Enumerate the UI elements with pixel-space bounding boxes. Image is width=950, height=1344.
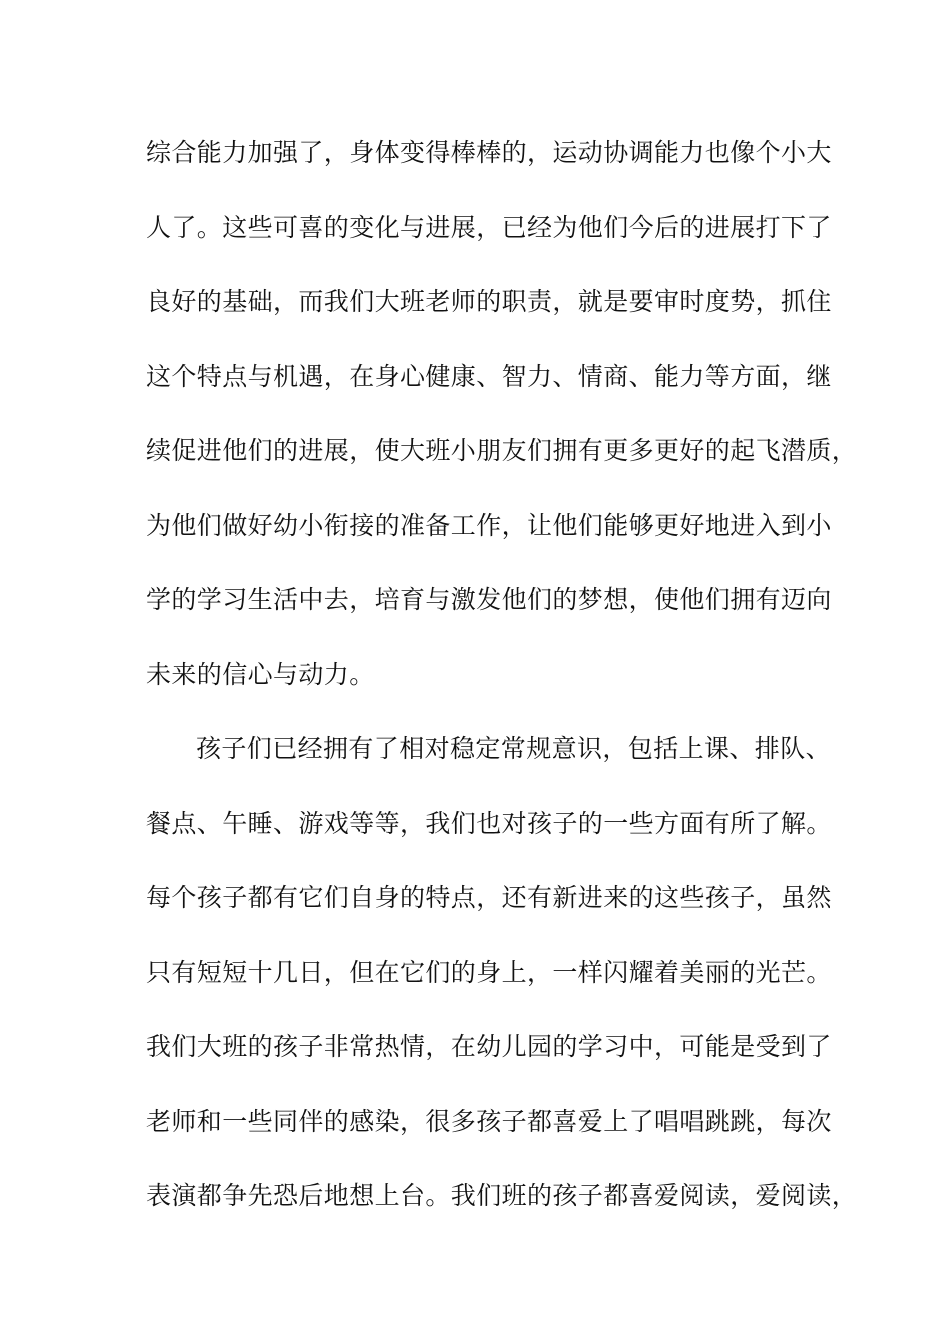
paragraph-2-line-3: 每个孩子都有它们自身的特点，还有新进来的这些孩子，虽然	[146, 883, 832, 912]
paragraph-2-line-5: 我们大班的孩子非常热情，在幼儿园的学习中，可能是受到了	[146, 1032, 832, 1061]
paragraph-2-line-6: 老师和一些同伴的感染，很多孩子都喜爱上了唱唱跳跳，每次	[146, 1106, 832, 1136]
paragraph-1-line-1: 综合能力加强了，身体变得棒棒的，运动协调能力也像个小大	[146, 138, 832, 167]
paragraph-1-line-2: 人了。这些可喜的变化与进展，已经为他们今后的进展打下了	[146, 212, 832, 242]
paragraph-1-line-8: 未来的信心与动力。	[146, 659, 375, 689]
paragraph-2-line-2: 餐点、午睡、游戏等等，我们也对孩子的一些方面有所了解。	[146, 808, 832, 838]
paragraph-1-line-5: 续促进他们的进展，使大班小朋友们拥有更多更好的起飞潜质，	[146, 436, 858, 465]
document-body	[146, 128, 858, 1246]
paragraph-2-line-1: 孩子们已经拥有了相对稳定常规意识，包括上课、排队、	[196, 734, 832, 763]
paragraph-1-line-6: 为他们做好幼小衔接的准备工作，让他们能够更好地进入到小	[146, 510, 832, 540]
paragraph-1-line-3: 良好的基础，而我们大班老师的职责，就是要审时度势，抓住	[146, 287, 832, 316]
paragraph-2-line-7: 表演都争先恐后地想上台。我们班的孩子都喜爱阅读，爱阅读，	[146, 1181, 858, 1210]
paragraph-1-line-7: 学的学习生活中去，培育与激发他们的梦想，使他们拥有迈向	[146, 585, 832, 614]
paragraph-1-line-4: 这个特点与机遇，在身心健康、智力、情商、能力等方面，继	[146, 361, 832, 391]
paragraph-2-line-4: 只有短短十几日，但在它们的身上，一样闪耀着美丽的光芒。	[146, 957, 832, 987]
